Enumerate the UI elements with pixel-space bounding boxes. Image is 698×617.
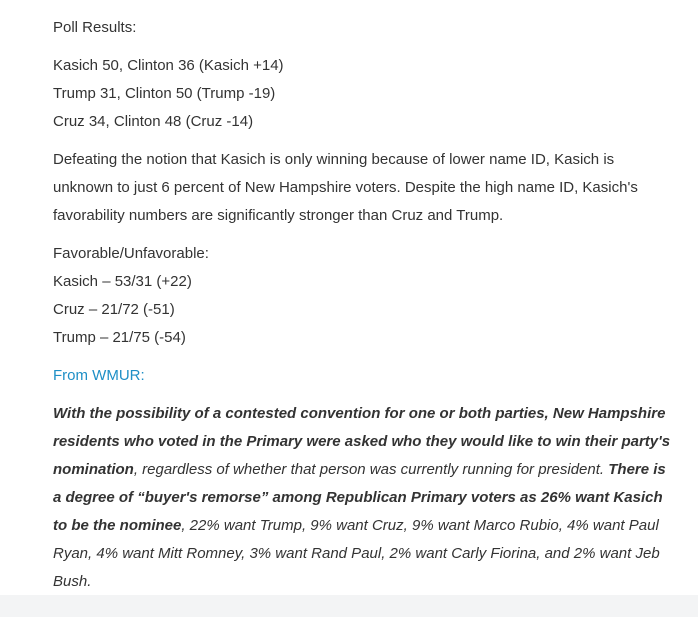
article-body xyxy=(53,14,673,596)
quote-text-2: , 22% want Trump, 9% want Cruz, 9% want Marco Rubio, 4% want Paul Ryan, 4% want Mitt Romney, 3% want Rand Paul, 2% want Carly Fiorina, and 2% want Jeb Bush. xyxy=(53,517,660,590)
favorability-line: Kasich – 53/31 (+22) xyxy=(53,273,192,290)
poll-line: Trump 31, Clinton 50 (Trump -19) xyxy=(53,85,276,102)
blockquote xyxy=(53,400,673,596)
analysis-paragraph: Defeating the notion that Kasich is only winning because of lower name ID, Kasich is unknown to just 6 percent of New Hampshire voters. Despite the high name ID, Kasich's favorability numbers are significantly stronger than Cruz and Trump. xyxy=(53,151,638,224)
favorability-line: Trump – 21/75 (-54) xyxy=(53,329,186,346)
quote-text-1: , regardless of whether that person was currently running for president. xyxy=(133,461,609,478)
favorability-heading: Favorable/Unfavorable: xyxy=(53,245,209,262)
spacer xyxy=(53,352,673,362)
quote-bold-2: There is a degree of “buyer's remorse” among Republican Primary voters as 26% want Kasich to be the nominee xyxy=(53,461,666,534)
source-link-wmur[interactable]: From WMUR: xyxy=(53,367,145,384)
favorability-line: Cruz – 21/72 (-51) xyxy=(53,301,175,318)
quote-bold-1: With the possibility of a contested convention for one or both parties, New Hampshire residents who voted in the Primary were asked who they would like to win their party's nomination xyxy=(53,405,671,478)
spacer xyxy=(53,42,673,52)
spacer xyxy=(53,230,673,240)
poll-heading: Poll Results: xyxy=(53,19,137,36)
poll-line: Kasich 50, Clinton 36 (Kasich +14) xyxy=(53,57,284,74)
spacer xyxy=(53,390,673,400)
poll-line: Cruz 34, Clinton 48 (Cruz -14) xyxy=(53,113,254,130)
footer-band xyxy=(0,595,698,617)
spacer xyxy=(53,136,673,146)
